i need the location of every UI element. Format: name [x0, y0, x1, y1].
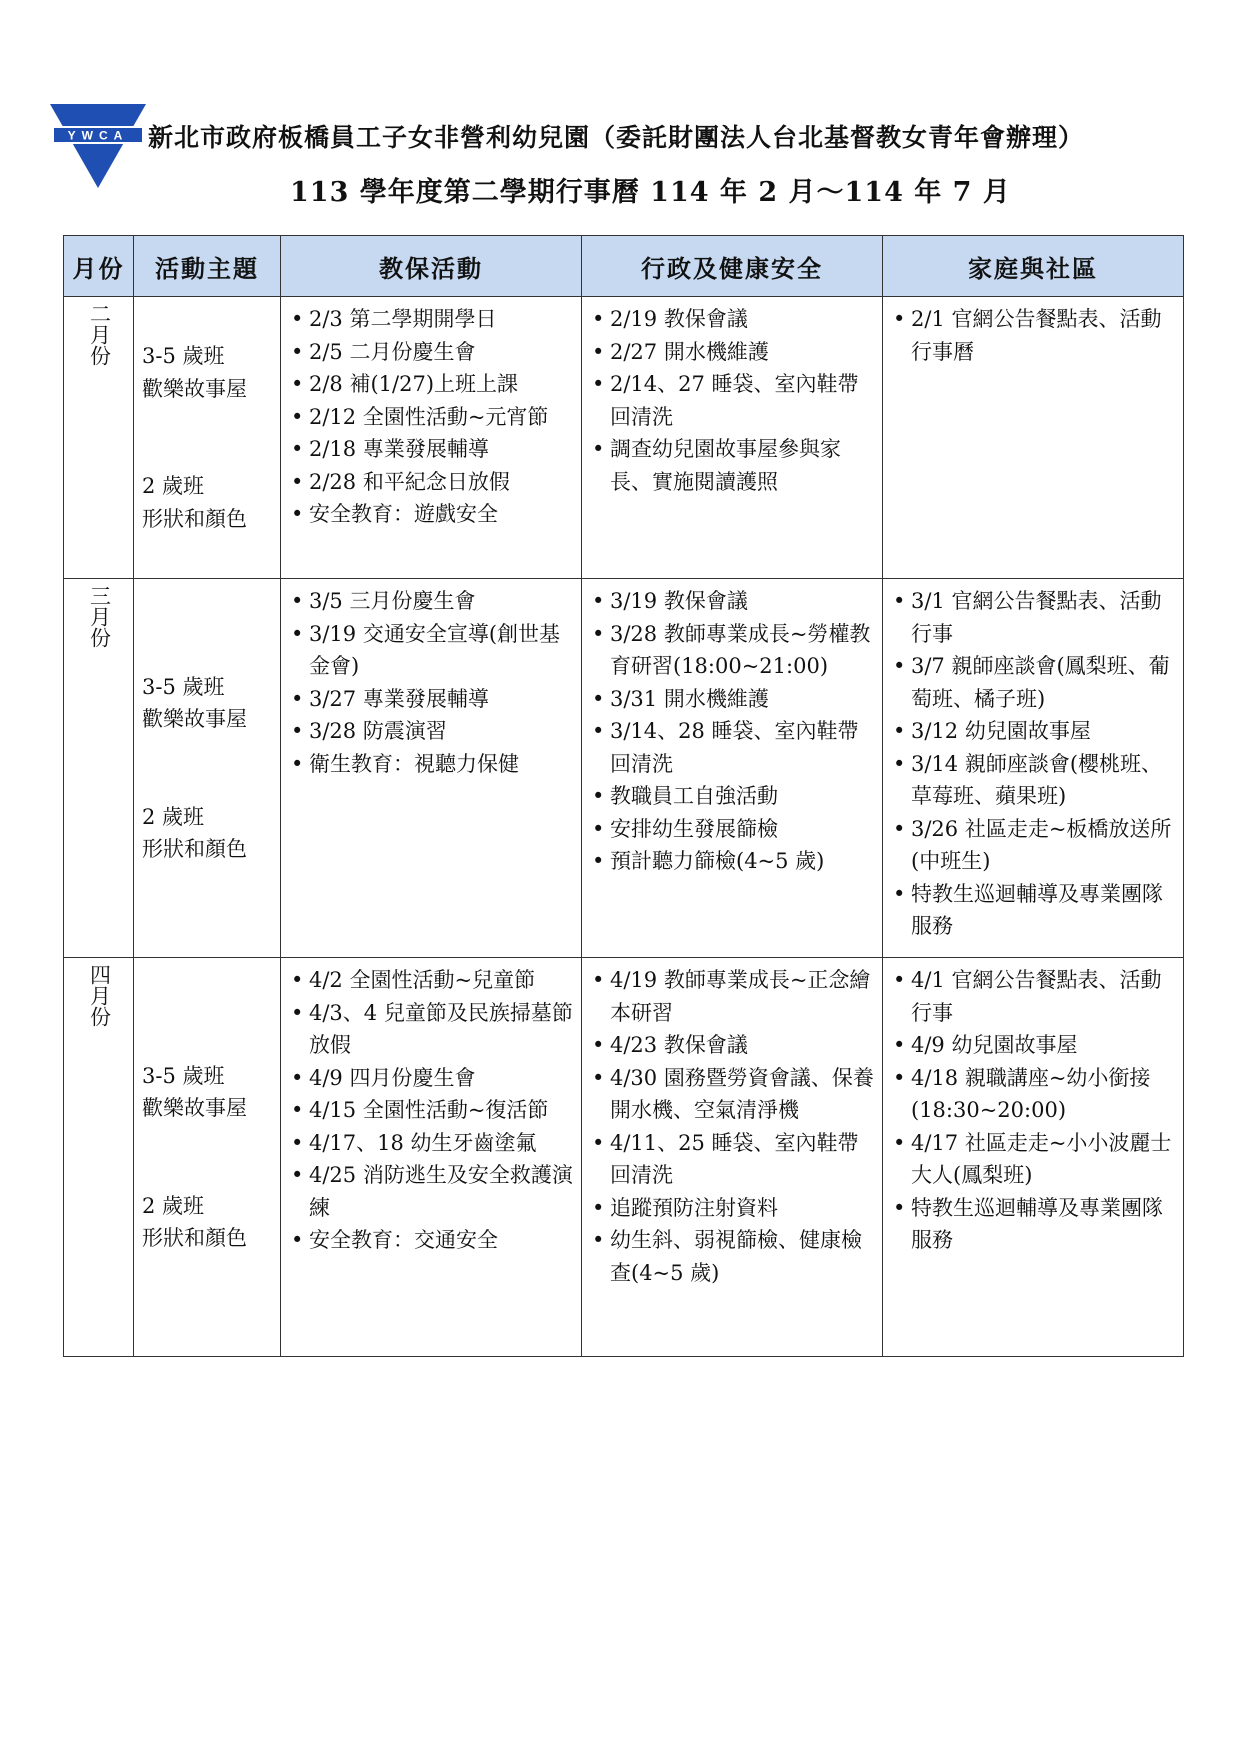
- list-item: • 4/15 全園性活動~復活節: [289, 1094, 575, 1127]
- table-row: [64, 297, 1184, 579]
- list-item: • 衛生教育：視聽力保健: [289, 748, 575, 781]
- table-row: [64, 579, 1184, 958]
- list-item: • 4/2 全園性活動~兒童節: [289, 964, 575, 997]
- list-item: • 3/28 教師專業成長~勞權教育研習(18:00~21:00): [590, 618, 876, 683]
- admin-health-cell: [582, 579, 883, 958]
- theme-group-2: 2 歲班 形狀和顏色: [142, 1193, 247, 1250]
- month-cell: 三月份: [64, 579, 134, 958]
- ywca-logo: [50, 104, 146, 188]
- list-item: • 2/8 補(1/27)上班上課: [289, 368, 575, 401]
- column-header-family-community: 家庭與社區: [883, 236, 1184, 297]
- list-item: • 調查幼兒園故事屋參與家長、實施閱讀護照: [590, 433, 876, 498]
- list-item: • 2/12 全園性活動~元宵節: [289, 401, 575, 434]
- list-item: • 安全教育：交通安全: [289, 1224, 575, 1257]
- list-item: • 4/18 親職講座~幼小銜接(18:30~20:00): [891, 1062, 1177, 1127]
- column-header-month: 月份: [64, 236, 134, 297]
- list-item: • 4/30 園務暨勞資會議、保養開水機、空氣清淨機: [590, 1062, 876, 1127]
- theme-group-3-5: 3-5 歲班 歡樂故事屋: [142, 344, 247, 401]
- list-item: • 2/5 二月份慶生會: [289, 336, 575, 369]
- list-item: • 3/31 開水機維護: [590, 683, 876, 716]
- svg-text:YWCA: YWCA: [67, 128, 129, 143]
- list-item: • 3/14 親師座談會(櫻桃班、草莓班、蘋果班): [891, 748, 1177, 813]
- theme-group-2: 2 歲班 形狀和顏色: [142, 804, 247, 861]
- list-item: • 3/7 親師座談會(鳳梨班、葡萄班、橘子班): [891, 650, 1177, 715]
- page-subtitle: 113 學年度第二學期行事曆 114 年 2 月～114 年 7 月: [290, 177, 1011, 208]
- list-item: • 追蹤預防注射資料: [590, 1192, 876, 1225]
- list-item: • 4/23 教保會議: [590, 1029, 876, 1062]
- column-header-admin-health: 行政及健康安全: [582, 236, 883, 297]
- list-item: • 4/17、18 幼生牙齒塗氟: [289, 1127, 575, 1160]
- list-item: • 3/27 專業發展輔導: [289, 683, 575, 716]
- education-cell: [281, 958, 582, 1357]
- list-item: • 4/19 教師專業成長~正念繪本研習: [590, 964, 876, 1029]
- list-item: • 4/9 四月份慶生會: [289, 1062, 575, 1095]
- list-item: • 4/1 官網公告餐點表、活動行事: [891, 964, 1177, 1029]
- theme-cell: [134, 958, 281, 1357]
- list-item: • 4/25 消防逃生及安全救護演練: [289, 1159, 575, 1224]
- list-item: • 2/28 和平紀念日放假: [289, 466, 575, 499]
- table-header-row: [64, 236, 1184, 297]
- theme-cell: [134, 297, 281, 579]
- admin-health-cell: [582, 958, 883, 1357]
- list-item: • 幼生斜、弱視篩檢、健康檢查(4~5 歲): [590, 1224, 876, 1289]
- education-cell: [281, 579, 582, 958]
- list-item: • 3/19 交通安全宣導(創世基金會): [289, 618, 575, 683]
- list-item: • 教職員工自強活動: [590, 780, 876, 813]
- list-item: • 3/12 幼兒園故事屋: [891, 715, 1177, 748]
- family-community-cell: [883, 297, 1184, 579]
- month-cell: 二月份: [64, 297, 134, 579]
- list-item: • 3/14、28 睡袋、室內鞋帶回清洗: [590, 715, 876, 780]
- list-item: • 4/11、25 睡袋、室內鞋帶回清洗: [590, 1127, 876, 1192]
- list-item: • 2/3 第二學期開學日: [289, 303, 575, 336]
- list-item: • 3/28 防震演習: [289, 715, 575, 748]
- list-item: • 特教生巡迴輔導及專業團隊服務: [891, 878, 1177, 943]
- list-item: • 3/26 社區走走~板橋放送所(中班生): [891, 813, 1177, 878]
- theme-group-2: 2 歲班 形狀和顏色: [142, 474, 247, 531]
- list-item: • 4/3、4 兒童節及民族掃墓節放假: [289, 997, 575, 1062]
- table-row: [64, 958, 1184, 1357]
- list-item: • 2/27 開水機維護: [590, 336, 876, 369]
- list-item: • 預計聽力篩檢(4~5 歲): [590, 845, 876, 878]
- theme-group-3-5: 3-5 歲班 歡樂故事屋: [142, 674, 247, 731]
- theme-cell: [134, 579, 281, 958]
- list-item: • 安全教育：遊戲安全: [289, 498, 575, 531]
- family-community-cell: [883, 579, 1184, 958]
- list-item: • 4/9 幼兒園故事屋: [891, 1029, 1177, 1062]
- list-item: • 特教生巡迴輔導及專業團隊服務: [891, 1192, 1177, 1257]
- list-item: • 3/5 三月份慶生會: [289, 585, 575, 618]
- column-header-theme: 活動主題: [134, 236, 281, 297]
- admin-health-cell: [582, 297, 883, 579]
- calendar-table: [63, 235, 1184, 1357]
- list-item: • 安排幼生發展篩檢: [590, 813, 876, 846]
- page-title: 新北市政府板橋員工子女非營利幼兒園（委託財團法人台北基督教女青年會辦理）: [148, 123, 1085, 152]
- family-community-cell: [883, 958, 1184, 1357]
- column-header-education: 教保活動: [281, 236, 582, 297]
- education-cell: [281, 297, 582, 579]
- month-cell: 四月份: [64, 958, 134, 1357]
- list-item: • 3/19 教保會議: [590, 585, 876, 618]
- list-item: • 2/1 官網公告餐點表、活動行事曆: [891, 303, 1177, 368]
- list-item: • 3/1 官網公告餐點表、活動行事: [891, 585, 1177, 650]
- list-item: • 4/17 社區走走~小小波麗士大人(鳳梨班): [891, 1127, 1177, 1192]
- list-item: • 2/14、27 睡袋、室內鞋帶回清洗: [590, 368, 876, 433]
- theme-group-3-5: 3-5 歲班 歡樂故事屋: [142, 1063, 247, 1120]
- list-item: • 2/18 專業發展輔導: [289, 433, 575, 466]
- list-item: • 2/19 教保會議: [590, 303, 876, 336]
- document-header: [50, 104, 1200, 224]
